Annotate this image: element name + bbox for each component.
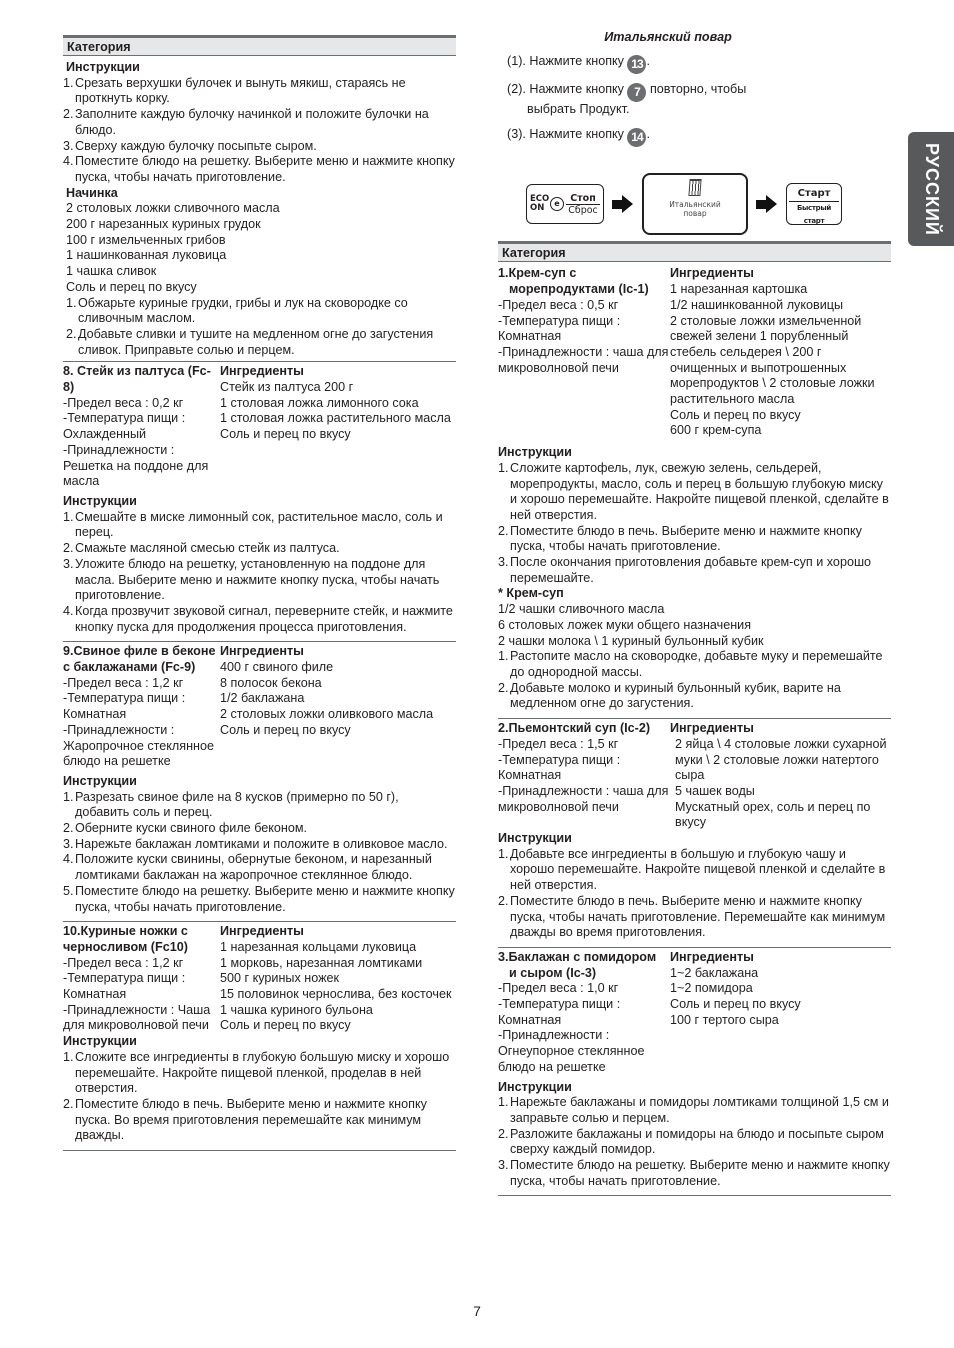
recipe-fc10	[63, 921, 456, 1151]
recipe-ic1	[498, 262, 891, 718]
step: 4.Когда прозвучит звуковой сигнал, переверните стейк, и нажмите кнопку пуска для продолжения процесса приготовления.	[63, 603, 453, 634]
recipe-prop: -Предел веса : 1,5 кг	[498, 736, 619, 751]
eco-on-label: ECO ON	[530, 194, 550, 214]
instructions-list	[63, 1050, 456, 1144]
cream-soup-item: 2 чашки молока \ 1 куриный бульонный кубик	[498, 633, 764, 648]
right-column	[498, 30, 891, 1196]
ingredient: 2 столовых ложки оливкового масла	[220, 707, 434, 722]
recipe-prop: -Принадлежности : чаша для микроволновой печи	[498, 783, 669, 814]
button-number-badge: 13	[627, 55, 646, 74]
step: 2.Заполните каждую булочку начинкой и положите булочки на блюдо.	[63, 107, 429, 137]
intro-recipe	[63, 60, 456, 361]
ingredient: 1~2 помидора	[670, 981, 753, 996]
quick-start-label: Быстрый старт	[796, 204, 832, 226]
recipe-prop: -Предел веса : 1,2 кг	[63, 675, 184, 690]
step: 2.Разложите баклажаны и помидоры на блюдо и посыпьте сыром сверху каждый помидор.	[498, 1126, 884, 1157]
ingredient: Соль и перец по вкусу	[220, 1018, 351, 1033]
recipe-title: 8. Стейк из палтуса (Fc-8)	[63, 364, 211, 395]
filling-item: 1 нашинкованная луковица	[66, 248, 227, 263]
control-panel-diagram	[526, 173, 891, 235]
instructions-heading: Инструкции	[63, 1034, 137, 1049]
recipe-title: 1.Крем-суп с	[498, 266, 577, 281]
instructions-heading: Инструкции	[63, 773, 137, 788]
filling-item: 200 г нарезанных куриных грудок	[66, 217, 261, 232]
button-number-badge: 7	[627, 83, 646, 102]
page-number: 7	[473, 1303, 481, 1319]
recipe-fc9	[63, 641, 456, 921]
cream-soup-item: 6 столовых ложек муки общего назначения	[498, 617, 752, 632]
step: 2.Смажьте масляной смесью стейк из палтуса.	[63, 541, 340, 556]
step: 5.Поместите блюдо на решетку. Выберите меню и нажмите кнопку пуска, чтобы начать приготовление.	[63, 883, 455, 914]
ingredient: Соль и перец по вкусу	[670, 407, 801, 422]
recipe-prop: -Принадлежности : чаша для микроволновой печи	[498, 344, 669, 375]
step: 1.Добавьте все ингредиенты в большую и глубокую чашу и хорошо перемешайте. Накройте пищевой пленкой и сделайте в ней отверстия.	[498, 846, 886, 893]
language-label: РУССКИЙ	[921, 142, 942, 236]
category-header: Категория	[63, 35, 456, 56]
start-button	[786, 183, 842, 225]
arrow-right-icon	[612, 195, 634, 213]
italian-chef-button	[642, 173, 748, 235]
ingredients-heading: Ингредиенты	[670, 949, 754, 964]
recipe-fc8	[63, 361, 456, 641]
category-header: Категория	[498, 241, 891, 262]
arrow-right-icon	[756, 195, 778, 213]
ingredients-heading: Ингредиенты	[670, 266, 754, 281]
step: 1.Растопите масло на сковородке, добавьте муку и перемешайте до однородной массы.	[498, 649, 883, 679]
recipe-ic3	[498, 947, 891, 1197]
recipe-prop: -Предел веса : 0,5 кг	[498, 297, 619, 312]
ingredient: Соль и перец по вкусу	[220, 427, 351, 442]
ingredient: 1/2 баклажана	[220, 691, 305, 706]
step: 1.Разрезать свиное филе на 8 кусков (примерно по 50 г), добавить соль и перец.	[63, 789, 399, 820]
recipe-prop: -Принадлежности : Чаша для микроволновой печи	[63, 1002, 211, 1033]
recipe-title-cont: и сыром (Ic-3)	[509, 965, 597, 980]
ingredients-heading: Ингредиенты	[220, 364, 304, 379]
ingredient: 2 яйца \ 4 столовые ложки сухарной муки \ 2 столовые ложки натертого сыра	[675, 736, 887, 783]
recipe-prop: -Принадлежности : Решетка на поддоне для масла	[63, 442, 209, 489]
step: 2.Поместите блюдо в печь. Выберите меню и нажмите кнопку пуска, чтобы начать приготовление.	[498, 523, 862, 554]
ingredients-heading: Ингредиенты	[670, 721, 754, 736]
instructions-heading: Инструкции	[498, 445, 572, 460]
ingredients-heading: Ингредиенты	[220, 924, 304, 939]
step: 1.Нарежьте баклажаны и помидоры ломтиками толщиной 1,5 см и заправьте солью и перцем.	[498, 1095, 889, 1125]
recipe-prop: -Температура пищи : Комнатная	[63, 971, 186, 1002]
instructions-list	[63, 510, 456, 636]
cream-soup-heading: * Крем-суп	[498, 586, 564, 601]
recipe-prop: -Предел веса : 1,0 кг	[498, 981, 619, 996]
instructions-heading: Инструкции	[498, 1079, 572, 1094]
step: 2.Оберните куски свиного филе беконом.	[63, 821, 308, 836]
panel-step-2: (2). Нажмите кнопку 7 повторно, чтобы выбрать Продукт.	[507, 81, 747, 116]
step: 4.Поместите блюдо на решетку. Выберите меню и нажмите кнопку пуска, чтобы начать приготовление.	[63, 154, 455, 184]
eco-icon: e	[550, 197, 564, 211]
filling-item: Соль и перец по вкусу	[66, 279, 197, 294]
ingredient: 500 г куриных ножек	[220, 971, 340, 986]
ingredient: 1/2 нашинкованной луковицы	[670, 297, 844, 312]
recipe-title-cont: морепродуктами (Ic-1)	[509, 282, 649, 297]
step: 3.Нарежьте баклажан ломтиками и положите в оливковое масло.	[63, 836, 448, 851]
stop-label: Стоп	[566, 193, 600, 205]
filling-item: 1 чашка сливок	[66, 264, 157, 279]
recipe-prop: -Температура пищи : Комнатная	[498, 752, 621, 783]
recipe-title: 2.Пьемонтский суп (Ic-2)	[498, 721, 651, 736]
step: 2.Поместите блюдо в печь. Выберите меню и нажмите кнопку пуска. Во время приготовления перемешайте как минимум дважды.	[63, 1097, 427, 1143]
step: 4.Положите куски свинины, обернутые беконом, и нарезанный ломтиками баклажан на жаропрочное стеклянное блюдо.	[63, 852, 432, 883]
recipe-prop: -Температура пищи : Комнатная	[498, 313, 621, 344]
filling-list	[63, 201, 456, 295]
step: 1.Сложите картофель, лук, свежую зелень, сельдерей, морепродукты, масло, соль и перец в большую глубокую миску и хорошо перемешайте. Накройте пищевой пленкой, сделайте в ней отверстия.	[498, 460, 889, 522]
instructions-list	[63, 790, 456, 916]
step: 3.Уложите блюдо на решетку, установленную на поддоне для масла. Выберите меню и нажмите кнопку пуска, чтобы начать приготовление.	[63, 556, 440, 603]
ingredients-heading: Ингредиенты	[220, 644, 304, 659]
instructions-heading: Инструкции	[66, 60, 140, 74]
instructions-list	[498, 461, 891, 587]
ingredient: 1 морковь, нарезанная ломтиками	[220, 955, 423, 970]
filling-item: 100 г измельченных грибов	[66, 232, 226, 247]
step: 1.Смешайте в миске лимонный сок, растительное масло, соль и перец.	[63, 509, 443, 540]
filling-heading: Начинка	[66, 185, 118, 200]
recipe-prop: -Предел веса : 0,2 кг	[63, 395, 184, 410]
step: 1.Срезать верхушки булочек и вынуть мякиш, стараясь не проткнуть корку.	[63, 75, 406, 106]
recipe-title: 10.Куриные ножки с черносливом (Fc10)	[63, 924, 188, 954]
instructions-list	[498, 1095, 891, 1189]
step: 2.Добавьте молоко и куриный бульонный кубик, варите на медленном огне до загустения.	[498, 680, 841, 711]
step: 2.Поместите блюдо в печь. Выберите меню и нажмите кнопку пуска, чтобы начать приготовление. Перемешайте как минимум дважды во время приготовления.	[498, 893, 886, 940]
instructions-list	[63, 76, 456, 186]
ingredient: Соль и перец по вкусу	[670, 997, 801, 1012]
cream-soup-item: 1/2 чашки сливочного масла	[498, 602, 665, 617]
instructions-list	[498, 847, 891, 941]
reset-label: Сброс	[568, 204, 598, 216]
instructions-heading: Инструкции	[498, 831, 572, 846]
button-number-badge: 14	[627, 128, 646, 147]
ingredient: 5 чашек воды	[675, 783, 755, 798]
ingredient: Стейк из палтуса 200 г	[220, 380, 354, 395]
step: 3.Поместите блюдо на решетку. Выберите меню и нажмите кнопку пуска, чтобы начать приготовление.	[498, 1158, 890, 1188]
ingredient: 1 столовая ложка лимонного сока	[220, 395, 419, 410]
ingredient: Соль и перец по вкусу	[220, 722, 351, 737]
ingredient: 2 столовые ложки измельченной свежей зелени 1 порубленный стебель сельдерея \ 200 г очищенных и выпотрошенных морепродуктов \ 2 столовые ложки растительного масла	[670, 313, 875, 407]
recipe-title: 9.Свиное филе в беконе с баклажанами (Fc-9)	[63, 644, 216, 675]
ingredient: 400 г свиного филе	[220, 660, 334, 675]
recipe-prop: -Предел веса : 1,2 кг	[63, 955, 184, 970]
step: 3.Сверху каждую булочку посыпьте сыром.	[63, 138, 317, 153]
recipe-prop: -Принадлежности : Жаропрочное стеклянное блюдо на решетке	[63, 722, 215, 769]
tower-of-pisa-icon	[688, 179, 701, 196]
instructions-heading: Инструкции	[63, 493, 137, 508]
left-column	[63, 35, 456, 1151]
cream-soup-steps	[498, 649, 891, 712]
filling-steps	[63, 296, 456, 362]
step: 1.Сложите все ингредиенты в глубокую большую миску и хорошо перемешайте. Накройте пищевой пленкой, проделав в ней отверстия.	[63, 1049, 450, 1096]
section-title: Итальянский повар	[604, 30, 732, 44]
ingredient: 600 г крем-супа	[670, 423, 762, 438]
ingredient: 15 половинок чернослива, без косточек	[220, 987, 452, 1002]
italian-chef-label: Итальянский повар	[669, 200, 721, 219]
ingredient: 1 чашка куриного бульона	[220, 1002, 373, 1017]
eco-stop-button	[526, 184, 604, 224]
language-tab	[908, 132, 954, 246]
step: 2.Добавьте сливки и тушите на медленном огне до загустения сливок. Приправьте солью и перцем.	[66, 326, 434, 357]
ingredient: 1 нарезанная картошка	[670, 282, 808, 297]
step: 1.Обжарьте куриные грудки, грибы и лук на сковородке со сливочным маслом.	[66, 295, 408, 326]
recipe-title: 3.Баклажан с помидором	[498, 949, 657, 964]
ingredient: Мускатный орех, соль и перец по вкусу	[675, 799, 871, 830]
panel-step-3: (3). Нажмите кнопку 14 .	[498, 127, 891, 147]
filling-item: 2 столовых ложки сливочного масла	[66, 201, 280, 216]
recipe-prop: -Температура пищи : Охлажденный	[63, 411, 186, 442]
ingredient: 8 полосок бекона	[220, 675, 322, 690]
recipe-prop: -Температура пищи : Комнатная	[498, 997, 621, 1027]
ingredient: 1 столовая ложка растительного масла	[220, 411, 451, 426]
step: 3.После окончания приготовления добавьте крем-суп и хорошо перемешайте.	[498, 555, 872, 585]
recipe-prop: -Температура пищи : Комнатная	[63, 691, 186, 722]
ingredient: 1~2 баклажана	[670, 965, 759, 980]
recipe-prop: -Принадлежности : Огнеупорное стеклянное блюдо на решетке	[498, 1028, 645, 1074]
start-label: Старт	[789, 187, 839, 202]
ingredient: 100 г тертого сыра	[670, 1012, 779, 1027]
recipe-ic2	[498, 718, 891, 947]
panel-step-1: (1). Нажмите кнопку 13 .	[498, 54, 891, 74]
ingredient: 1 нарезанная кольцами луковица	[220, 939, 417, 954]
